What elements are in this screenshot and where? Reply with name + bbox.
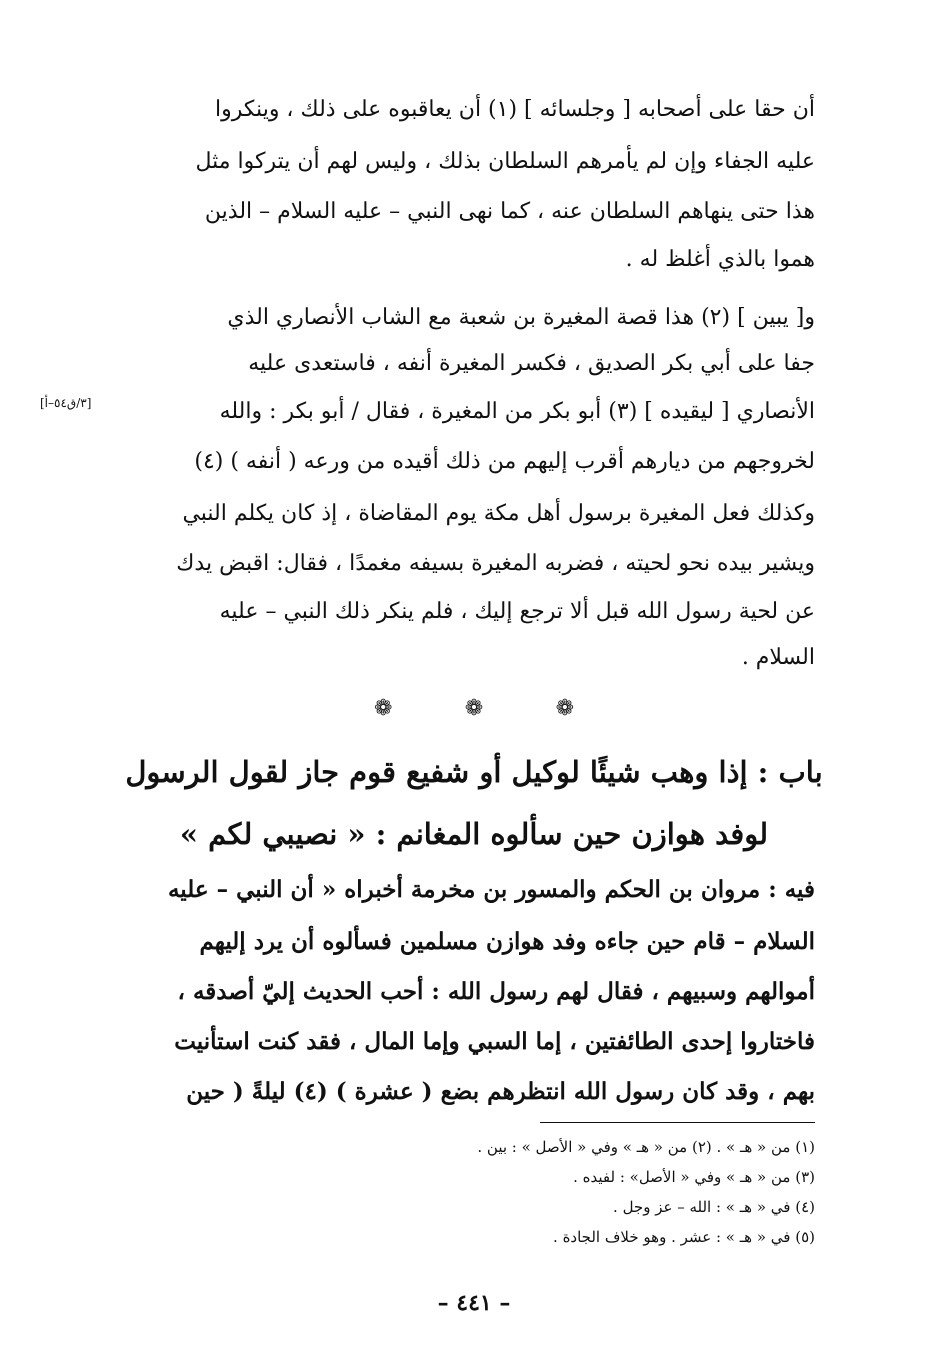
footnote-divider (540, 1122, 815, 1123)
text-line: عن لحية رسول الله قبل ألا ترجع إليك ، فلم ينكر ذلك النبي – عليه (219, 599, 815, 624)
text-line: هذا حتى ينهاهم السلطان عنه ، كما نهى النبي – عليه السلام – الذين (204, 199, 815, 224)
text-line: فيه : مروان بن الحكم والمسور بن مخرمة أخبراه « أن النبي – عليه (167, 876, 815, 903)
text-line: عليه الجفاء وإن لم يأمرهم السلطان بذلك ، وليس لهم أن يتركوا مثل (195, 149, 815, 174)
star-ornament: ❁ (374, 696, 393, 721)
text-line: هموا بالذي أغلظ له . (625, 247, 815, 272)
text-line: ويشير بيده نحو لحيته ، فضربه المغيرة بسيفه مغمدًا ، فقال: اقبض يدك (176, 551, 815, 576)
text-line: و[ يبين ] (٢) هذا قصة المغيرة بن شعبة مع الشاب الأنصاري الذي (227, 305, 815, 330)
text-line: أموالهم وسبيهم ، فقال لهم رسول الله : أحب الحديث إليّ أصدقه ، (177, 978, 815, 1005)
text-line: فاختاروا إحدى الطائفتين ، إما السبي وإما المال ، فقد كنت استأنيت (174, 1028, 815, 1055)
text-line: لخروجهم من ديارهم أقرب إليهم من ذلك أقيده من ورعه ( أنفه ) (٤) (194, 449, 815, 474)
section-separator (374, 696, 574, 726)
text-line: الأنصاري [ ليقيده ] (٣) أبو بكر من المغيرة ، فقال / أبو بكر : والله (219, 399, 815, 424)
heading-line: باب : إذا وهب شيئًا لوكيل أو شفيع قوم جاز لقول الرسول (125, 755, 823, 789)
star-ornament: ❁ (464, 696, 484, 721)
footnote: (٤) في « هـ » : الله – عز وجل . (613, 1198, 815, 1216)
text-line: وكذلك فعل المغيرة برسول أهل مكة يوم المقاضاة ، إذ كان يكلم النبي (182, 501, 815, 526)
text-line: السلام . (741, 645, 815, 670)
text-line: السلام – قام حين جاءه وفد هوازن مسلمين فسألوه أن يرد إليهم (199, 928, 815, 955)
footnote: (٣) من « هـ » وفي « الأصل» : لفيده . (573, 1168, 815, 1186)
text-line: بهم ، وقد كان رسول الله انتظرهم بضع ( عشرة ) (٤) ليلةً ( حين (186, 1078, 815, 1105)
page-number: – ٤٤١ – (437, 1290, 511, 1316)
footnote: (٥) في « هـ » : عشر . وهو خلاف الجادة . (553, 1228, 815, 1246)
heading-line: لوفد هوازن حين سألوه المغانم : « نصيبي لكم » (179, 817, 769, 851)
star-ornament: ❁ (555, 696, 574, 721)
text-line: أن حقا على أصحابه [ وجلسائه ] (١) أن يعاقبوه على ذلك ، وينكروا (215, 97, 815, 122)
footnote: (١) من « هـ » . (٢) من « هـ » وفي « الأصل » : بين . (477, 1138, 815, 1156)
text-line: جفا على أبي بكر الصديق ، فكسر المغيرة أنفه ، فاستعدى عليه (248, 351, 815, 376)
margin-manuscript-reference: [٣/ق٥٤–أ] (40, 396, 92, 410)
